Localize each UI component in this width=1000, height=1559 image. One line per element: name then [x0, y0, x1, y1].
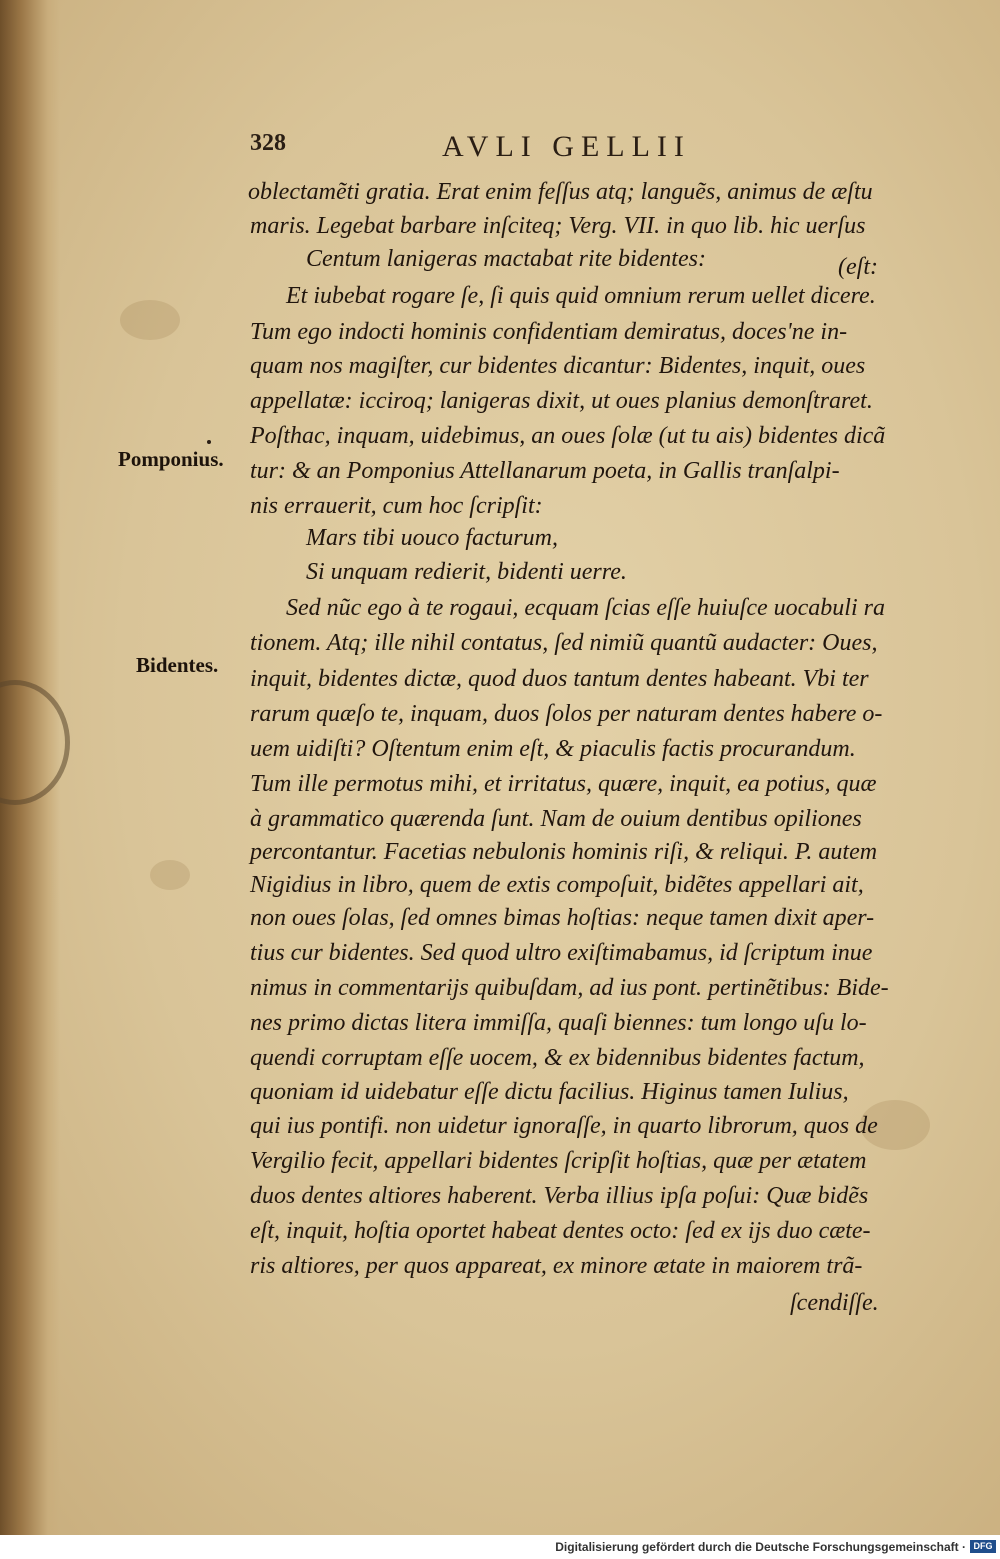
text-line: nimus in commentariјs quibuſdam, ad ius pont. pertinẽtibus: Bide- — [250, 975, 889, 1001]
text-line: duos dentes altiores haberent. Verba illius ipſa poſui: Quæ bidẽs — [250, 1183, 869, 1209]
text-line: Vergilio fecit, appellari bidentes ſcripſit hoſtias, quæ per ætatem — [250, 1148, 867, 1174]
text-line: appellatæ: icciroq; lanigeras dixit, ut oues planius demonſtraret. — [250, 388, 873, 414]
running-header — [250, 130, 900, 170]
paper-stain — [150, 860, 190, 890]
text-line: quam nos magiſter, cur bidentes dicantur: Bidentes, inquit, oues — [250, 353, 866, 379]
text-line: Tum ille permotus mihi, et irritatus, quære, inquit, ea potius, quæ — [250, 771, 877, 797]
text-line: qui ius pontifi. non uidetur ignoraſſe, in quarto librorum, quos de — [250, 1113, 878, 1139]
page-number: 328 — [250, 130, 286, 156]
digitization-footer — [0, 1535, 1000, 1559]
text-line: non oues ſolas, ſed omnes bimas hoſtias: neque tamen dixit aper- — [250, 905, 875, 931]
verse-line: Si unquam redierit, bidenti uerre. — [306, 559, 627, 585]
text-line: tionem. Atq; ille nihil contatus, ſed nimiũ quantũ audacter: Oues, — [250, 630, 878, 656]
text-line: Tum ego indocti hominis confidentiam demiratus, doces'ne in- — [250, 319, 848, 345]
text-line: quoniam id uidebatur eſſe dictu facilius. Higinus tamen Iulius, — [250, 1079, 849, 1105]
paper-stain — [120, 300, 180, 340]
text-line: Nigidius in libro, quem de extis compoſuit, bidẽtes appellari ait, — [250, 872, 864, 898]
text-line: tius cur bidentes. Sed quod ultro exiſtimabamus, id ſcriptum inue — [250, 940, 873, 966]
verse-line: Mars tibi uouco facturum, — [306, 525, 558, 551]
text-line: inquit, bidentes dictæ, quod duos tantum dentes habeant. Vbi ter — [250, 666, 869, 692]
text-line: oblectamẽti gratia. Erat enim feſſus atq; languẽs, animus de æſtu — [248, 179, 873, 205]
text-line-turnover: (eſt: — [838, 254, 878, 280]
marginal-dot — [207, 440, 211, 444]
text-line: eſt, inquit, hoſtia oportet habeat dentes octo: ſed ex iјs duo cæte- — [250, 1218, 871, 1244]
text-line: à grammatico quærenda ſunt. Nam de ouium dentibus opiliones — [250, 806, 862, 832]
text-line: nes primo dictas litera immiſſa, quaſi biennes: tum longo uſu lo- — [250, 1010, 867, 1036]
verse-line: Centum lanigeras mactabat rite bidentes: — [306, 246, 706, 272]
text-line: Poſthac, inquam, uidebimus, an oues ſolæ (ut tu ais) bidentes dicã — [250, 423, 886, 449]
margin-note-pomponius: Pomponius. — [118, 447, 224, 471]
dfg-logo-icon: DFG — [970, 1540, 996, 1553]
footer-credit: Digitalisierung gefördert durch die Deutsche Forschungsgemeinschaft · — [555, 1540, 966, 1554]
text-line: Sed nũc ego à te rogaui, ecquam ſcias eſſe huiuſce uocabuli ra — [286, 595, 885, 621]
text-line: Et iubebat rogare ſe, ſi quis quid omnium rerum uellet dicere. — [286, 283, 876, 309]
margin-note-bidentes: Bidentes. — [136, 653, 219, 677]
text-line: maris. Legebat barbare inſciteq; Verg. VII. in quo lib. hic uerſus — [250, 213, 866, 239]
text-line: percontantur. Facetias nebulonis hominis riſi, & reliqui. P. autem — [250, 839, 878, 865]
text-line: nis errauerit, cum hoc ſcripſit: — [250, 493, 543, 519]
running-title: AVLI GELLII — [442, 130, 691, 163]
text-line: ris altiores, per quos appareat, ex minore ætate in maiorem trã- — [250, 1253, 863, 1279]
text-line: rarum quæſo te, inquam, duos ſolos per naturam dentes habere o- — [250, 701, 883, 727]
text-line: quendi corruptam eſſe uocem, & ex bidennibus bidentes factum, — [250, 1045, 865, 1071]
text-line: uem uidiſti? Oſtentum enim eſt, & piaculis factis procurandum. — [250, 736, 856, 762]
text-line-final: ſcendiſſe. — [790, 1290, 879, 1316]
text-line: tur: & an Pomponius Attellanarum poeta, in Gallis tranſalpi- — [250, 458, 840, 484]
